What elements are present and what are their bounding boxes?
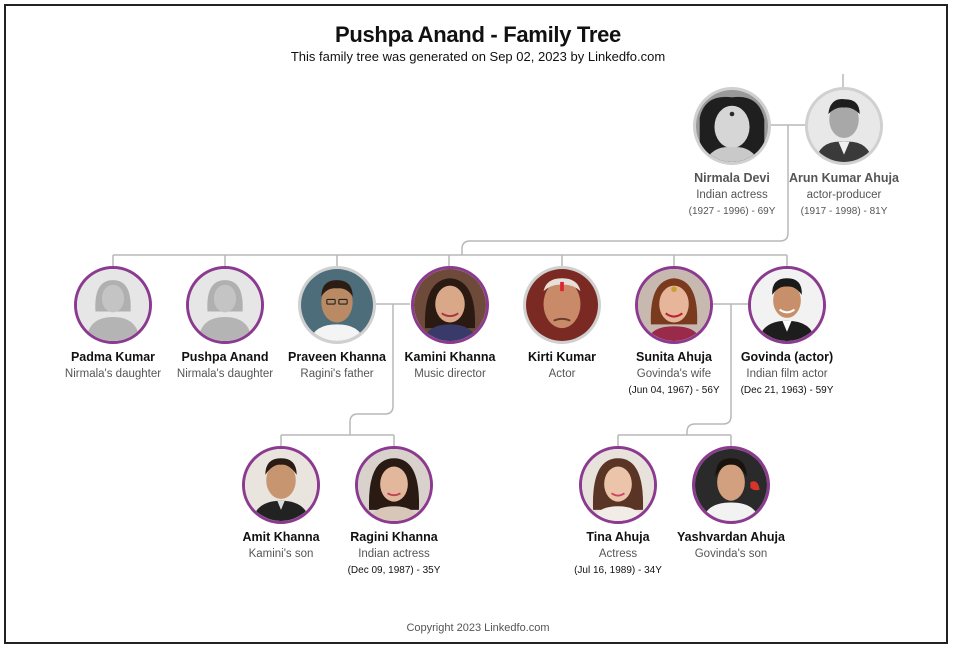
placeholder-female-silhouette-icon [186, 266, 264, 344]
portrait-man-old [523, 266, 601, 344]
portrait-man [242, 446, 320, 524]
footer-copyright: Copyright 2023 Linkedfo.com [406, 622, 550, 634]
portrait-man [748, 266, 826, 344]
portrait-woman-bw [693, 87, 771, 165]
person-name: Tina Ahuja [586, 530, 650, 544]
person-dates: (Jun 04, 1967) - 56Y [628, 385, 720, 396]
person-name: Sunita Ahuja [636, 350, 712, 364]
person-name: Arun Kumar Ahuja [789, 171, 899, 185]
person-description: Govinda's son [694, 548, 768, 560]
person-description: Actress [598, 548, 638, 560]
person-name: Amit Khanna [242, 530, 320, 544]
person-description: Nirmala's daughter [176, 368, 274, 380]
person-name: Nirmala Devi [694, 171, 770, 185]
portrait-woman [579, 446, 657, 524]
portrait-man [692, 446, 770, 524]
portrait-woman [411, 266, 489, 344]
portrait-woman [635, 266, 713, 344]
person-description: Govinda's wife [636, 368, 712, 380]
person-description: Music director [414, 368, 486, 380]
person-name: Kamini Khanna [404, 350, 496, 364]
person-description: Indian actress [358, 548, 430, 560]
person-name: Yashvardan Ahuja [677, 530, 785, 544]
person-name: Padma Kumar [70, 350, 156, 364]
person-dates: (Dec 09, 1987) - 35Y [347, 565, 441, 576]
person-dates: (Jul 16, 1989) - 34Y [574, 565, 662, 576]
person-description: Kamini's son [248, 548, 314, 560]
portrait-man [298, 266, 376, 344]
person-dates: (1917 - 1998) - 81Y [800, 206, 888, 217]
page-title: Pushpa Anand - Family Tree [334, 22, 621, 47]
portrait-man-bw [805, 87, 883, 165]
person-name: Govinda (actor) [740, 350, 834, 364]
person-description: Indian actress [696, 189, 768, 201]
person-description: Nirmala's daughter [64, 368, 162, 380]
person-description: Ragini's father [300, 368, 374, 380]
person-name: Ragini Khanna [350, 530, 438, 544]
person-description: Actor [548, 368, 576, 380]
person-name: Praveen Khanna [288, 350, 386, 364]
person-dates: (Dec 21, 1963) - 59Y [740, 385, 834, 396]
person-description: actor-producer [806, 189, 882, 201]
person-description: Indian film actor [746, 368, 828, 380]
page-subtitle: This family tree was generated on Sep 02, 2023 by Linkedfo.com [290, 49, 666, 64]
portrait-woman [355, 446, 433, 524]
placeholder-female-silhouette-icon [74, 266, 152, 344]
person-name: Pushpa Anand [181, 350, 269, 364]
person-dates: (1927 - 1996) - 69Y [688, 206, 776, 217]
person-name: Kirti Kumar [527, 350, 597, 364]
